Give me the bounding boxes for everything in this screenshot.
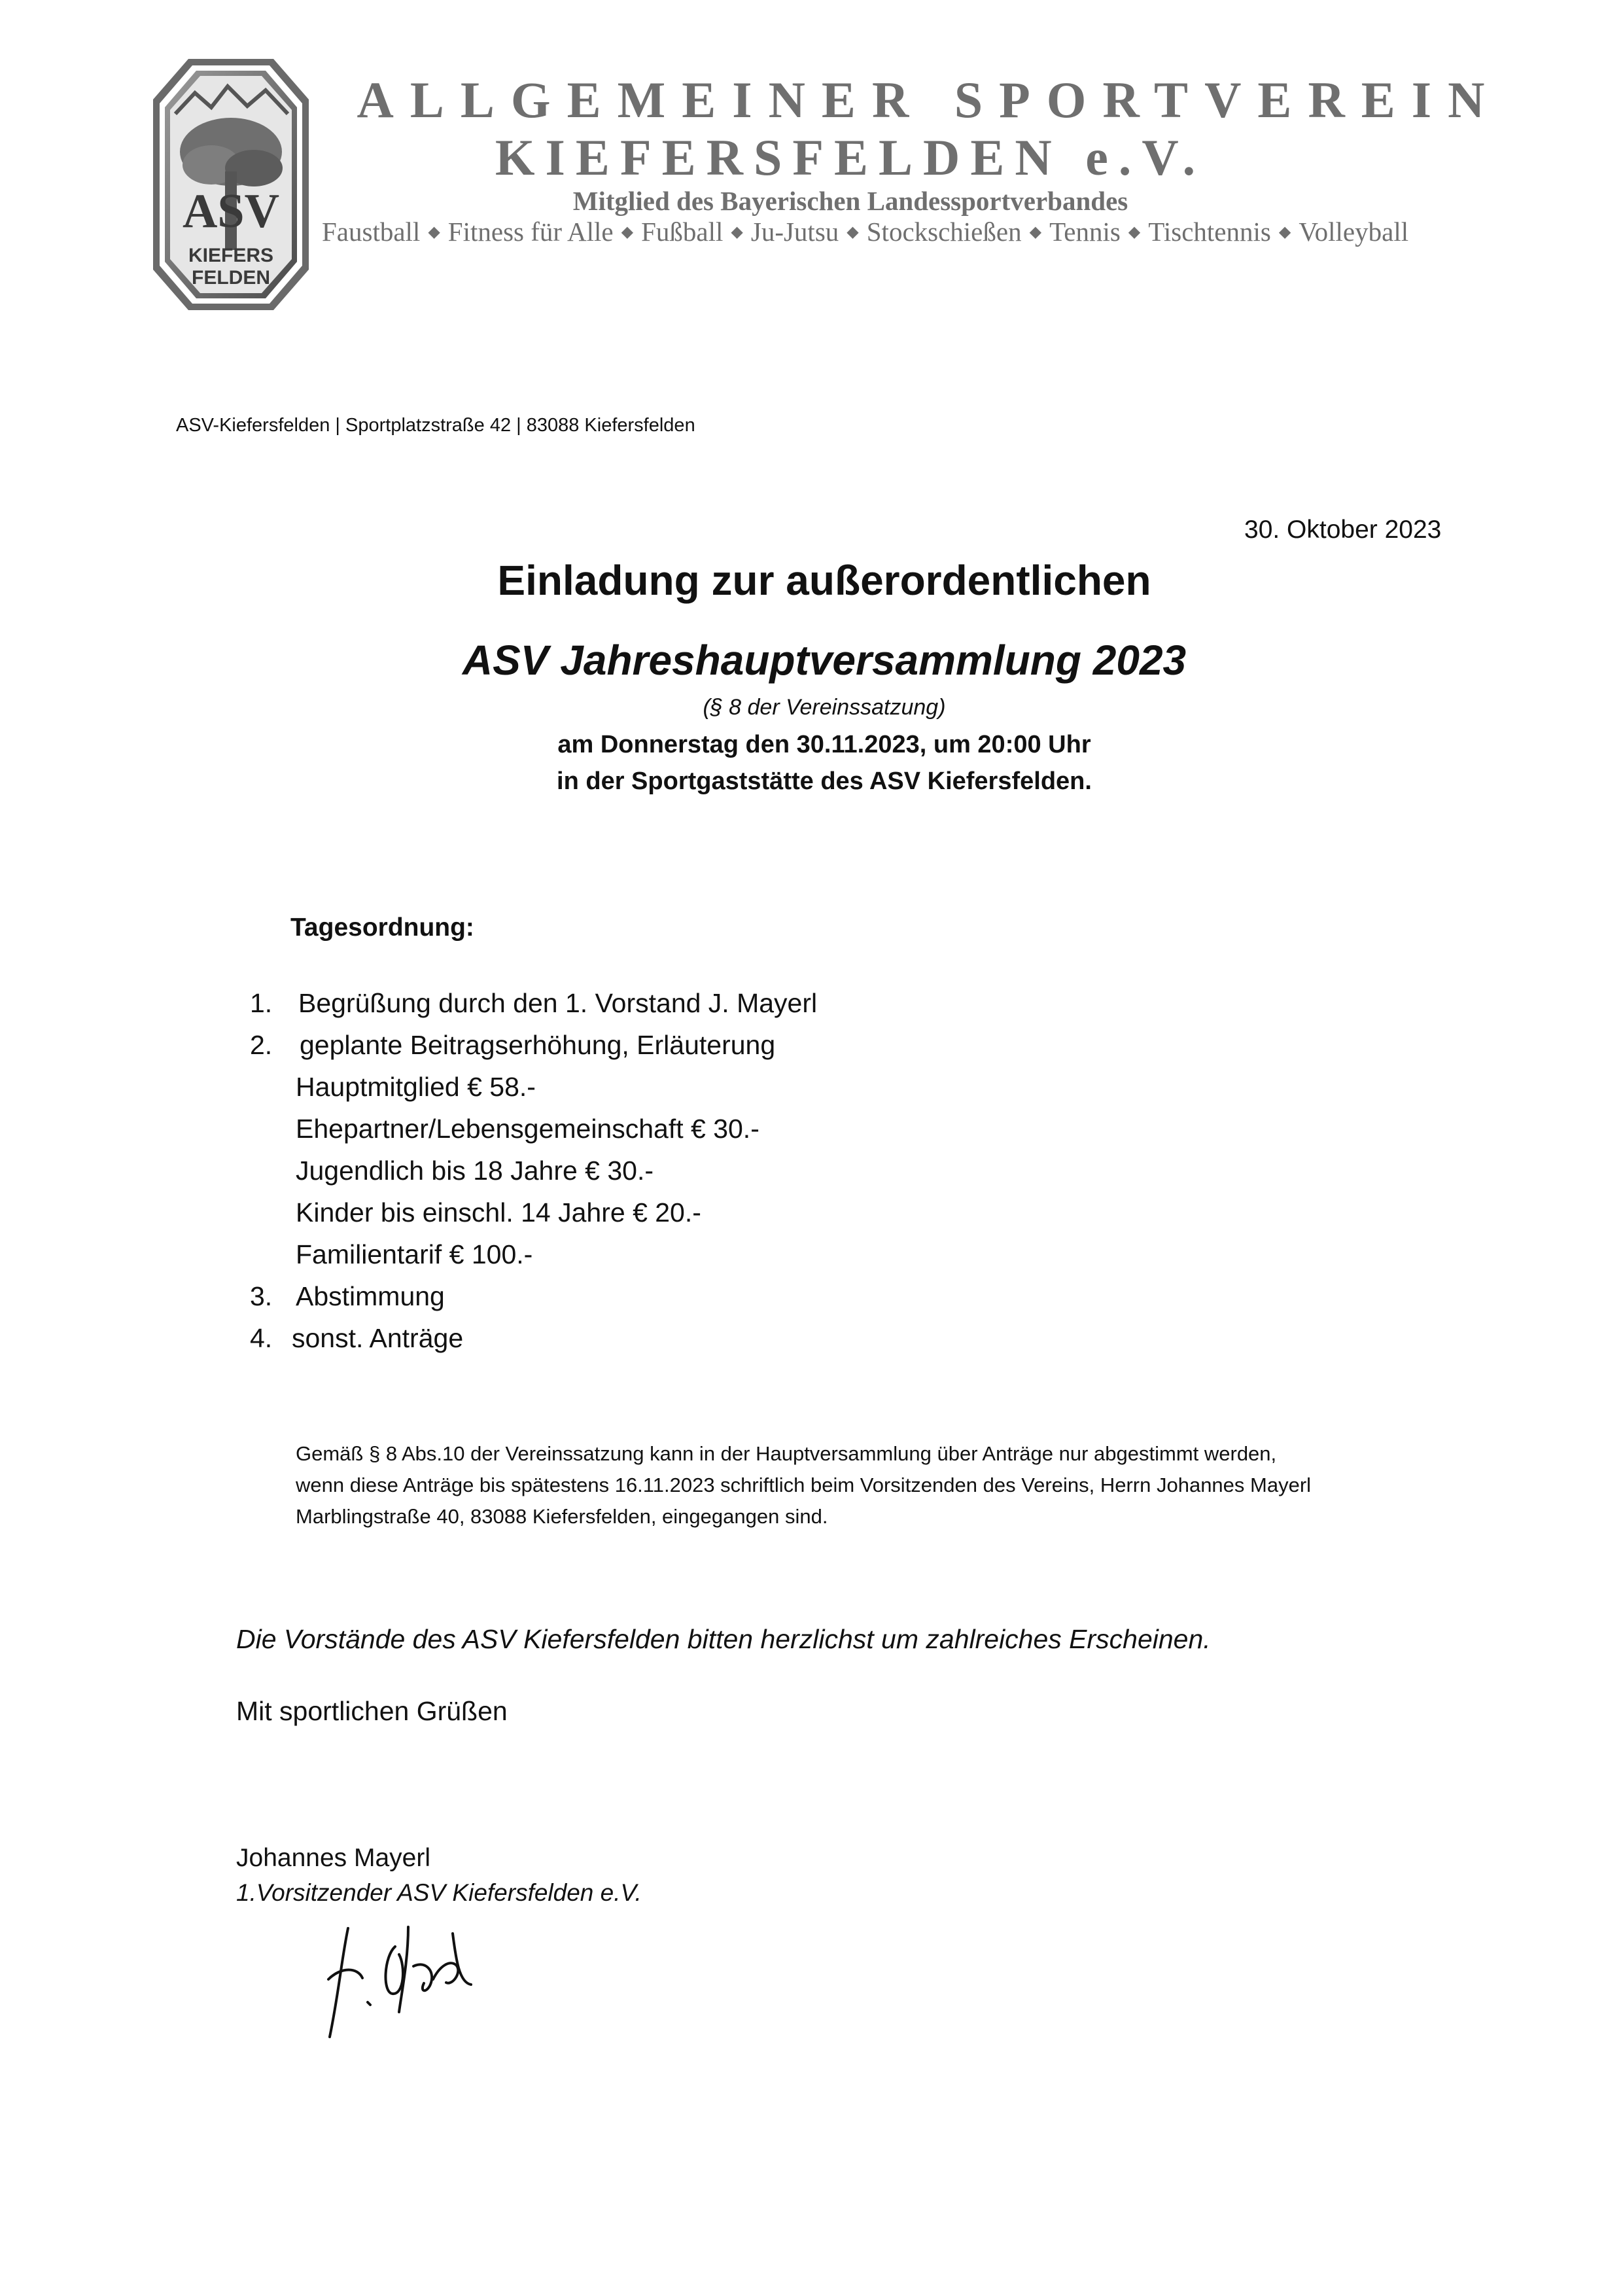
signer-name: Johannes Mayerl bbox=[236, 1844, 430, 1872]
agenda-item-text: Begrüßung durch den 1. Vorstand J. Mayerl bbox=[298, 988, 818, 1018]
letter-date: 30. Oktober 2023 bbox=[1244, 516, 1442, 544]
sport-item: Faustball bbox=[322, 217, 421, 247]
statute-note-line: Gemäß § 8 Abs.10 der Vereinssatzung kann in der Hauptversammlung über Anträge nur abgestimmt werden, bbox=[296, 1442, 1277, 1465]
sport-item: Volleyball bbox=[1299, 217, 1409, 247]
sport-item: Tennis bbox=[1049, 217, 1121, 247]
agenda-item-text: geplante Beitragserhöhung, Erläuterung bbox=[300, 1030, 776, 1060]
statute-note-line: wenn diese Anträge bis spätestens 16.11.2023 schriftlich beim Vorsitzenden des Vereins, Herrn Johannes Mayerl bbox=[296, 1474, 1312, 1496]
diamond-bullet-icon: ◆ bbox=[621, 224, 634, 241]
svg-text:KIEFERS bbox=[188, 245, 273, 266]
agenda-item-text: Abstimmung bbox=[296, 1281, 445, 1311]
logo-text-kiefers: KIEFERS bbox=[188, 245, 274, 266]
statute-reference: (§ 8 der Vereinssatzung) bbox=[703, 695, 946, 720]
svg-text:FELDEN bbox=[192, 267, 270, 289]
diamond-bullet-icon: ◆ bbox=[1029, 224, 1042, 241]
agenda-heading: Tagesordnung: bbox=[290, 913, 474, 942]
diamond-bullet-icon: ◆ bbox=[428, 224, 440, 241]
meeting-title: ASV Jahreshauptversammlung 2023 bbox=[462, 637, 1187, 684]
club-name-line-1: ALLGEMEINER SPORTVEREIN bbox=[357, 71, 1501, 128]
agenda-item-number: 1. bbox=[250, 988, 273, 1018]
sport-item: Stockschießen bbox=[866, 217, 1022, 247]
closing-request: Die Vorstände des ASV Kiefersfelden bitten herzlichst um zahlreiches Erscheinen. bbox=[236, 1624, 1211, 1654]
fee-line: Jugendlich bis 18 Jahre € 30.- bbox=[296, 1156, 654, 1186]
fee-line: Kinder bis einschl. 14 Jahre € 20.- bbox=[296, 1197, 701, 1227]
meeting-venue: in der Sportgaststätte des ASV Kiefersfelden. bbox=[557, 768, 1092, 795]
diamond-bullet-icon: ◆ bbox=[1278, 224, 1291, 241]
agenda-item-text: sonst. Anträge bbox=[292, 1323, 464, 1353]
diamond-bullet-icon: ◆ bbox=[1128, 224, 1141, 241]
invitation-title: Einladung zur außerordentlichen bbox=[497, 557, 1151, 604]
svg-text:ASV bbox=[183, 185, 279, 238]
sport-item: Fußball bbox=[641, 217, 724, 247]
sport-item: Fitness für Alle bbox=[447, 217, 614, 247]
fee-line: Hauptmitglied € 58.- bbox=[296, 1072, 536, 1102]
fee-line: Ehepartner/Lebensgemeinschaft € 30.- bbox=[296, 1114, 759, 1144]
sport-item: Ju-Jutsu bbox=[750, 217, 839, 247]
statute-note-line: Marblingstraße 40, 83088 Kiefersfelden, eingegangen sind. bbox=[296, 1505, 828, 1528]
return-address: ASV-Kiefersfelden | Sportplatzstraße 42 | 83088 Kiefersfelden bbox=[176, 415, 695, 436]
sport-item: Tischtennis bbox=[1148, 217, 1271, 247]
meeting-date: am Donnerstag den 30.11.2023, um 20:00 Uhr bbox=[557, 731, 1091, 758]
sports-list bbox=[322, 216, 1408, 247]
agenda-item-number: 2. bbox=[250, 1030, 273, 1060]
agenda-item-number: 3. bbox=[250, 1281, 273, 1311]
membership-line: Mitglied des Bayerischen Landessportverbandes bbox=[572, 186, 1128, 216]
logo-text-asv: ASV bbox=[182, 185, 280, 238]
logo-text-felden: FELDEN bbox=[192, 267, 270, 289]
fee-line: Familientarif € 100.- bbox=[296, 1239, 533, 1269]
diamond-bullet-icon: ◆ bbox=[731, 224, 743, 241]
greeting: Mit sportlichen Grüßen bbox=[236, 1696, 508, 1726]
diamond-bullet-icon: ◆ bbox=[846, 224, 859, 241]
club-name-line-2: KIEFERSFELDEN e.V. bbox=[495, 129, 1206, 186]
agenda-item-number: 4. bbox=[250, 1323, 273, 1353]
signer-title: 1.Vorsitzender ASV Kiefersfelden e.V. bbox=[236, 1879, 642, 1906]
handwritten-signature bbox=[322, 1920, 479, 2045]
